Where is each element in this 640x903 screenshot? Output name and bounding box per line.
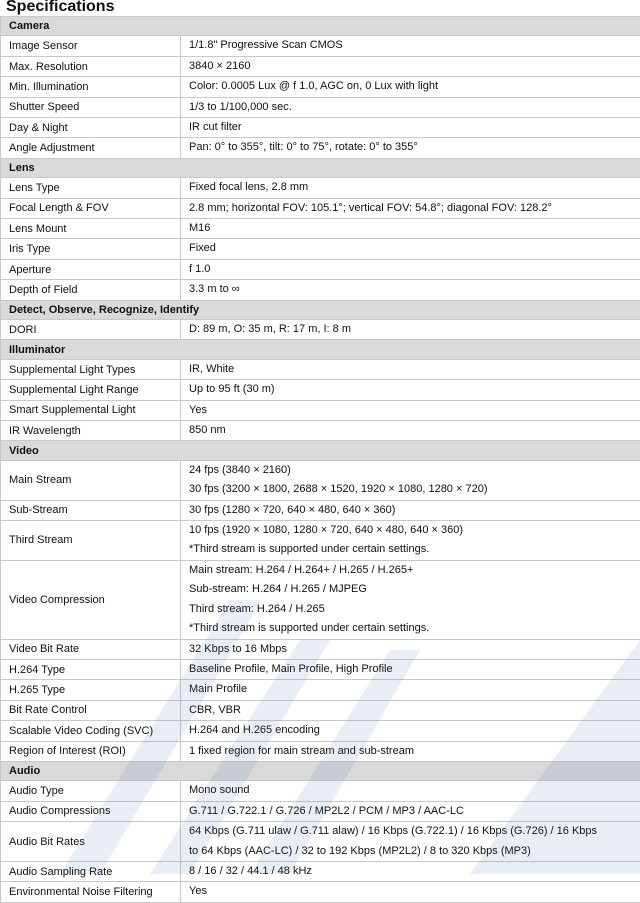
spec-label: Lens Mount: [1, 219, 181, 239]
spec-value: [181, 36, 640, 56]
spec-value-line: Yes: [189, 401, 632, 420]
spec-value: [181, 56, 640, 76]
spec-value: [181, 280, 640, 300]
spec-row-iris-type: [1, 239, 640, 259]
spec-value: [181, 77, 640, 97]
spec-label: Smart Supplemental Light: [1, 400, 181, 420]
spec-value: [181, 400, 640, 420]
spec-label: Main Stream: [1, 460, 181, 500]
spec-value: [181, 560, 640, 639]
spec-value: [181, 320, 640, 340]
spec-row-sub-stream: [1, 500, 640, 520]
spec-value-line: CBR, VBR: [189, 701, 632, 720]
spec-value: [181, 721, 640, 741]
spec-value-line: Main stream: H.264 / H.264+ / H.265 / H.265+: [189, 561, 632, 580]
spec-label: DORI: [1, 320, 181, 340]
spec-row-depth-of-field: [1, 280, 640, 300]
spec-row-audio-sampling-rate: [1, 861, 640, 881]
spec-label: Region of Interest (ROI): [1, 741, 181, 761]
spec-row-lens-type: [1, 178, 640, 198]
section-title: Camera: [1, 17, 640, 36]
section-title: Lens: [1, 158, 640, 177]
spec-label: Sub-Stream: [1, 500, 181, 520]
spec-label: Aperture: [1, 259, 181, 279]
spec-value-line: 1/1.8" Progressive Scan CMOS: [189, 36, 632, 55]
spec-label: Third Stream: [1, 521, 181, 561]
spec-value-line: 64 Kbps (G.711 ulaw / G.711 alaw) / 16 Kbps (G.722.1) / 16 Kbps (G.726) / 16 Kbps: [189, 822, 632, 841]
spec-value: [181, 700, 640, 720]
spec-value-line: D: 89 m, O: 35 m, R: 17 m, I: 8 m: [189, 320, 632, 339]
spec-value-line: G.711 / G.722.1 / G.726 / MP2L2 / PCM / MP3 / AAC-LC: [189, 802, 632, 821]
spec-row-h-265-type: [1, 680, 640, 700]
spec-value: [181, 882, 640, 902]
spec-row-region-of-interest-roi: [1, 741, 640, 761]
spec-value-line: Pan: 0° to 355°, tilt: 0° to 75°, rotate: 0° to 355°: [189, 138, 632, 157]
spec-value: [181, 500, 640, 520]
spec-row-smart-supplemental-light: [1, 400, 640, 420]
spec-label: Focal Length & FOV: [1, 198, 181, 218]
specifications-table-body: [1, 17, 640, 903]
spec-row-video-compression: [1, 560, 640, 639]
section-header-lens: [1, 158, 640, 177]
spec-row-audio-compressions: [1, 801, 640, 821]
spec-label: Environmental Noise Filtering: [1, 882, 181, 902]
spec-row-shutter-speed: [1, 97, 640, 117]
section-title: Video: [1, 441, 640, 460]
spec-value: [181, 680, 640, 700]
page-title: Specifications: [6, 0, 114, 17]
spec-label: Image Sensor: [1, 36, 181, 56]
section-header-illuminator: [1, 340, 640, 359]
spec-row-angle-adjustment: [1, 138, 640, 158]
spec-row-audio-bit-rates: [1, 822, 640, 862]
spec-row-max-resolution: [1, 56, 640, 76]
spec-value-line: 850 nm: [189, 421, 632, 440]
spec-label: Shutter Speed: [1, 97, 181, 117]
spec-label: Audio Bit Rates: [1, 822, 181, 862]
spec-value-line: *Third stream is supported under certain settings.: [189, 619, 632, 638]
spec-label: Iris Type: [1, 239, 181, 259]
spec-label: Video Compression: [1, 560, 181, 639]
spec-value-line: M16: [189, 219, 632, 238]
spec-value-line: 1 fixed region for main stream and sub-stream: [189, 742, 632, 761]
spec-value-line: IR cut filter: [189, 118, 632, 137]
spec-value: [181, 741, 640, 761]
spec-row-supplemental-light-range: [1, 380, 640, 400]
spec-value: [181, 198, 640, 218]
spec-label: Min. Illumination: [1, 77, 181, 97]
spec-row-video-bit-rate: [1, 639, 640, 659]
spec-value: [181, 460, 640, 500]
spec-row-lens-mount: [1, 219, 640, 239]
spec-value-line: Baseline Profile, Main Profile, High Profile: [189, 660, 632, 679]
spec-value: [181, 639, 640, 659]
spec-value-line: 2.8 mm; horizontal FOV: 105.1°; vertical FOV: 54.8°; diagonal FOV: 128.2°: [189, 199, 632, 218]
spec-value-line: Third stream: H.264 / H.265: [189, 600, 632, 619]
spec-value-line: H.264 and H.265 encoding: [189, 721, 632, 740]
spec-value-line: Sub-stream: H.264 / H.265 / MJPEG: [189, 580, 632, 599]
spec-value-line: Main Profile: [189, 680, 632, 699]
section-header-audio: [1, 761, 640, 780]
spec-row-main-stream: [1, 460, 640, 500]
section-title: Audio: [1, 761, 640, 780]
spec-value-line: Up to 95 ft (30 m): [189, 380, 632, 399]
spec-label: Supplemental Light Types: [1, 359, 181, 379]
specifications-table: [0, 16, 640, 903]
spec-label: Audio Type: [1, 781, 181, 801]
spec-value-line: Fixed: [189, 239, 632, 258]
spec-label: Supplemental Light Range: [1, 380, 181, 400]
spec-value-line: to 64 Kbps (AAC-LC) / 32 to 192 Kbps (MP2L2) / 8 to 320 Kbps (MP3): [189, 842, 632, 861]
spec-value: [181, 659, 640, 679]
spec-value: [181, 781, 640, 801]
spec-value: [181, 359, 640, 379]
spec-value: [181, 138, 640, 158]
section-header-detect-observe-recognize-identify: [1, 300, 640, 319]
spec-value-line: 32 Kbps to 16 Mbps: [189, 640, 632, 659]
spec-value: [181, 822, 640, 862]
spec-value-line: 3840 × 2160: [189, 57, 632, 76]
spec-value: [181, 239, 640, 259]
spec-value-line: 30 fps (1280 × 720, 640 × 480, 640 × 360): [189, 501, 632, 520]
spec-row-scalable-video-coding-svc: [1, 721, 640, 741]
spec-value: [181, 259, 640, 279]
spec-row-aperture: [1, 259, 640, 279]
spec-value-line: 3.3 m to ∞: [189, 280, 632, 299]
spec-row-h-264-type: [1, 659, 640, 679]
spec-value-line: Fixed focal lens, 2.8 mm: [189, 178, 632, 197]
spec-label: Scalable Video Coding (SVC): [1, 721, 181, 741]
spec-value-line: 10 fps (1920 × 1080, 1280 × 720, 640 × 480, 640 × 360): [189, 521, 632, 540]
spec-row-audio-type: [1, 781, 640, 801]
spec-row-focal-length-fov: [1, 198, 640, 218]
spec-value: [181, 178, 640, 198]
spec-label: Bit Rate Control: [1, 700, 181, 720]
section-title: Illuminator: [1, 340, 640, 359]
spec-label: H.265 Type: [1, 680, 181, 700]
spec-row-environmental-noise-filtering: [1, 882, 640, 902]
section-header-camera: [1, 17, 640, 36]
spec-value: [181, 118, 640, 138]
spec-label: IR Wavelength: [1, 421, 181, 441]
spec-label: Lens Type: [1, 178, 181, 198]
spec-value-line: 8 / 16 / 32 / 44.1 / 48 kHz: [189, 862, 632, 881]
spec-label: Audio Sampling Rate: [1, 861, 181, 881]
spec-label: H.264 Type: [1, 659, 181, 679]
spec-value-line: Yes: [189, 882, 632, 901]
spec-row-dori: [1, 320, 640, 340]
spec-row-ir-wavelength: [1, 421, 640, 441]
spec-label: Max. Resolution: [1, 56, 181, 76]
spec-label: Depth of Field: [1, 280, 181, 300]
spec-value: [181, 219, 640, 239]
section-header-video: [1, 441, 640, 460]
spec-value: [181, 801, 640, 821]
spec-value-line: Color: 0.0005 Lux @ f 1.0, AGC on, 0 Lux with light: [189, 77, 632, 96]
spec-label: Angle Adjustment: [1, 138, 181, 158]
section-title: Detect, Observe, Recognize, Identify: [1, 300, 640, 319]
spec-label: Day & Night: [1, 118, 181, 138]
spec-row-third-stream: [1, 521, 640, 561]
spec-row-day-night: [1, 118, 640, 138]
spec-value-line: IR, White: [189, 360, 632, 379]
spec-value-line: 1/3 to 1/100,000 sec.: [189, 98, 632, 117]
spec-value-line: Mono sound: [189, 781, 632, 800]
spec-value-line: *Third stream is supported under certain settings.: [189, 540, 632, 559]
spec-row-min-illumination: [1, 77, 640, 97]
spec-value: [181, 380, 640, 400]
spec-value-line: 30 fps (3200 × 1800, 2688 × 1520, 1920 × 1080, 1280 × 720): [189, 480, 632, 499]
spec-value: [181, 421, 640, 441]
spec-value: [181, 521, 640, 561]
spec-label: Video Bit Rate: [1, 639, 181, 659]
spec-value: [181, 97, 640, 117]
spec-row-image-sensor: [1, 36, 640, 56]
spec-row-supplemental-light-types: [1, 359, 640, 379]
spec-value-line: 24 fps (3840 × 2160): [189, 461, 632, 480]
spec-value: [181, 861, 640, 881]
spec-value-line: f 1.0: [189, 260, 632, 279]
spec-row-bit-rate-control: [1, 700, 640, 720]
spec-label: Audio Compressions: [1, 801, 181, 821]
